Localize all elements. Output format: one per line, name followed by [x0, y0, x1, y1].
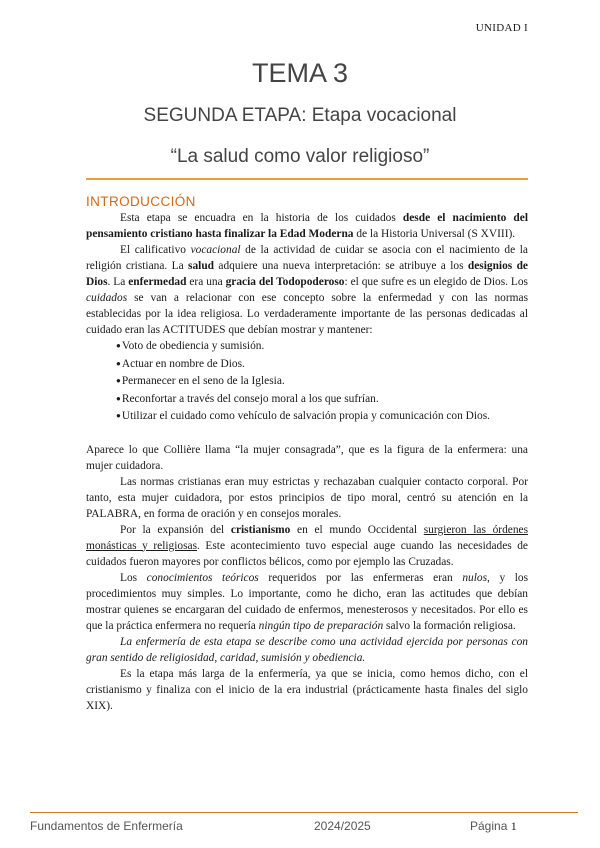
- list-item: ● Utilizar el cuidado como vehículo de salvación propia y comunicación con Dios.: [116, 408, 528, 425]
- footer-subject: Fundamentos de Enfermería: [30, 819, 183, 833]
- title-divider: [86, 178, 528, 180]
- footer-year: 2024/2025: [314, 819, 371, 833]
- stage-title: SEGUNDA ETAPA: Etapa vocacional: [143, 105, 457, 126]
- list-item: ● Voto de obediencia y sumisión.: [116, 338, 528, 355]
- topic-title: TEMA 3: [251, 58, 349, 88]
- paragraph-knowledge: Los conocimientos teóricos requeridos por las enfermeras eran nulos, y los procedimientos muy simples. Lo importante, como he dicho, eran las actitudes que debían mostrar quienes se encargaran del cuidado de enfermos, menesterosos y necesitados. Por ello es que la práctica enfermera no requería ningún tipo de preparación salvo la formación religiosa.: [86, 571, 529, 632]
- section-heading: INTRODUCCIÓN: [86, 194, 196, 209]
- unit-header: UNIDAD I: [475, 22, 528, 34]
- paragraph-christian-norms: Las normas cristianas eran muy estrictas y rechazaban cualquier contacto corporal. Por tanto, esta mujer cuidadora, por estos principios de tipo moral, centró su atención en la PALABRA, en forma de oración y en consejos morales.: [86, 475, 528, 520]
- paragraph-duration: Es la etapa más larga de la enfermería, ya que se inicia, como hemos dicho, con el cristianismo y finaliza con el inicio de la era industrial (prácticamente hasta finales del siglo XIX).: [86, 667, 528, 712]
- footer-divider: [30, 812, 578, 813]
- list-item: ● Permanecer en el seno de la Iglesia.: [116, 373, 528, 390]
- list-item: ● Reconfortar a través del consejo moral a los que sufrían.: [116, 391, 528, 408]
- footer-page: Página 1: [470, 819, 517, 833]
- list-item: ● Actuar en nombre de Dios.: [116, 356, 528, 373]
- document-body: [86, 210, 528, 714]
- paragraph-vocational: El calificativo vocacional de la actividad de cuidar se asocia con el nacimiento de la religión cristiana. La salud adquiere una nueva interpretación: se atribuye a los designios de Dios. La enfermedad era una gracia del Todopoderoso: el que sufre es un elegido de Dios. Los cuidados se van a relacionar con ese concepto sobre la enfermedad y con las normas establecidas por la idea religiosa. Lo verdaderamente importante de las personas dedicadas al cuidado eran las ACTITUDES que debían mostrar y mantener:: [86, 244, 528, 336]
- page-number: 1: [510, 819, 517, 833]
- paragraph-consecrated-woman: Aparece lo que Collière llama “la mujer consagrada”, que es la figura de la enfermera: una mujer cuidadora.: [86, 443, 528, 472]
- paragraph-intro: Esta etapa se encuadra en la historia de los cuidados desde el nacimiento del pensamiento cristiano hasta finalizar la Edad Moderna de la Historia Universal (S XVIII).: [86, 212, 528, 240]
- paragraph-summary: La enfermería de esta etapa se describe como una actividad ejercida por personas con gran sentido de religiosidad, caridad, sumisión y obediencia.: [86, 635, 528, 664]
- paragraph-expansion: Por la expansión del cristianismo en el mundo Occidental surgieron las órdenes monásticas y religiosas. Este acontecimiento tuvo especial auge cuando las necesidades de cuidados fueron mayores por conflictos bélicos, como por ejemplo las Cruzadas.: [86, 523, 529, 568]
- stage-subtitle: “La salud como valor religioso”: [170, 146, 430, 167]
- attitudes-list: [86, 338, 528, 425]
